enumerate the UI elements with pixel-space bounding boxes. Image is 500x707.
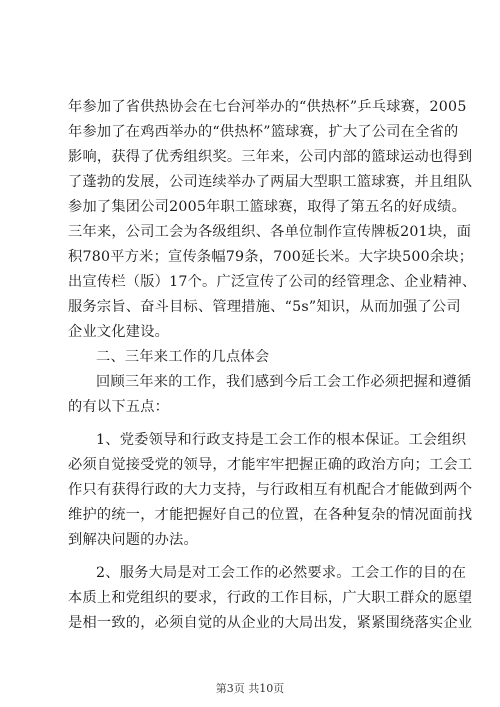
paragraph <box>68 561 473 636</box>
paragraph-gap <box>68 553 438 561</box>
text-line: 1、党委领导和行政支持是工会工作的根本保证。工会组织 <box>96 432 467 448</box>
text-line: 维护的统一，才能把握好自己的位置，在各种复杂的情况面前找 <box>68 507 473 523</box>
paragraph <box>68 428 473 553</box>
text-line: 到解决问题的办法。 <box>68 532 198 548</box>
text-line: 积780平方米；宣传条幅79条，700延长米。大字块500余块； <box>68 249 474 265</box>
text-line: 出宣传栏（版）17个。广泛宣传了公司的经管理念、企业精神、 <box>68 274 477 290</box>
text-line: 回顾三年来的工作，我们感到今后工会工作必须把握和遵循 <box>96 374 472 390</box>
body-text <box>68 95 477 636</box>
text-line: 影响，获得了优秀组织奖。三年来，公司内部的篮球运动也得到 <box>68 149 473 165</box>
text-line: 了蓬勃的发展，公司连续举办了两届大型职工篮球赛，并且组队 <box>68 174 473 190</box>
paragraph-gap <box>68 420 438 428</box>
text-line: 三年来，公司工会为各级组织、各单位制作宣传牌板201块，面 <box>68 224 472 240</box>
text-line: 的有以下五点： <box>68 399 170 415</box>
text-line: 参加了集团公司2005年职工篮球赛，取得了第五名的好成绩。 <box>68 199 467 215</box>
text-line: 二、三年来工作的几点体会 <box>96 349 270 365</box>
text-line: 年参加了省供热协会在七台河举办的“供热杯”乒乓球赛，2005 <box>68 99 467 115</box>
text-line: 2、服务大局是对工会工作的必然要求。工会工作的目的在 <box>96 565 467 581</box>
paragraph <box>68 370 472 420</box>
text-line: 必须自觉接受党的领导，才能牢牢把握正确的政治方向；工会工 <box>68 457 473 473</box>
page-footer: 第3页 共10页 <box>215 682 285 695</box>
text-line: 本质上和党组织的要求，行政的工作目标，广大职工群众的愿望 <box>68 590 473 606</box>
text-line: 是相一致的，必须自觉的从企业的大局出发，紧紧围绕落实企业 <box>68 615 473 631</box>
text-line: 作只有获得行政的大力支持，与行政相互有机配合才能做到两个 <box>68 482 473 498</box>
text-line: 服务宗旨、奋斗目标、管理措施、“5s”知识，从而加强了公司 <box>68 299 461 315</box>
paragraph <box>68 345 438 370</box>
text-line: 企业文化建设。 <box>68 324 170 340</box>
paragraph <box>68 95 477 345</box>
text-line: 年参加了在鸡西举办的“供热杯”篮球赛，扩大了公司在全省的 <box>68 124 459 140</box>
